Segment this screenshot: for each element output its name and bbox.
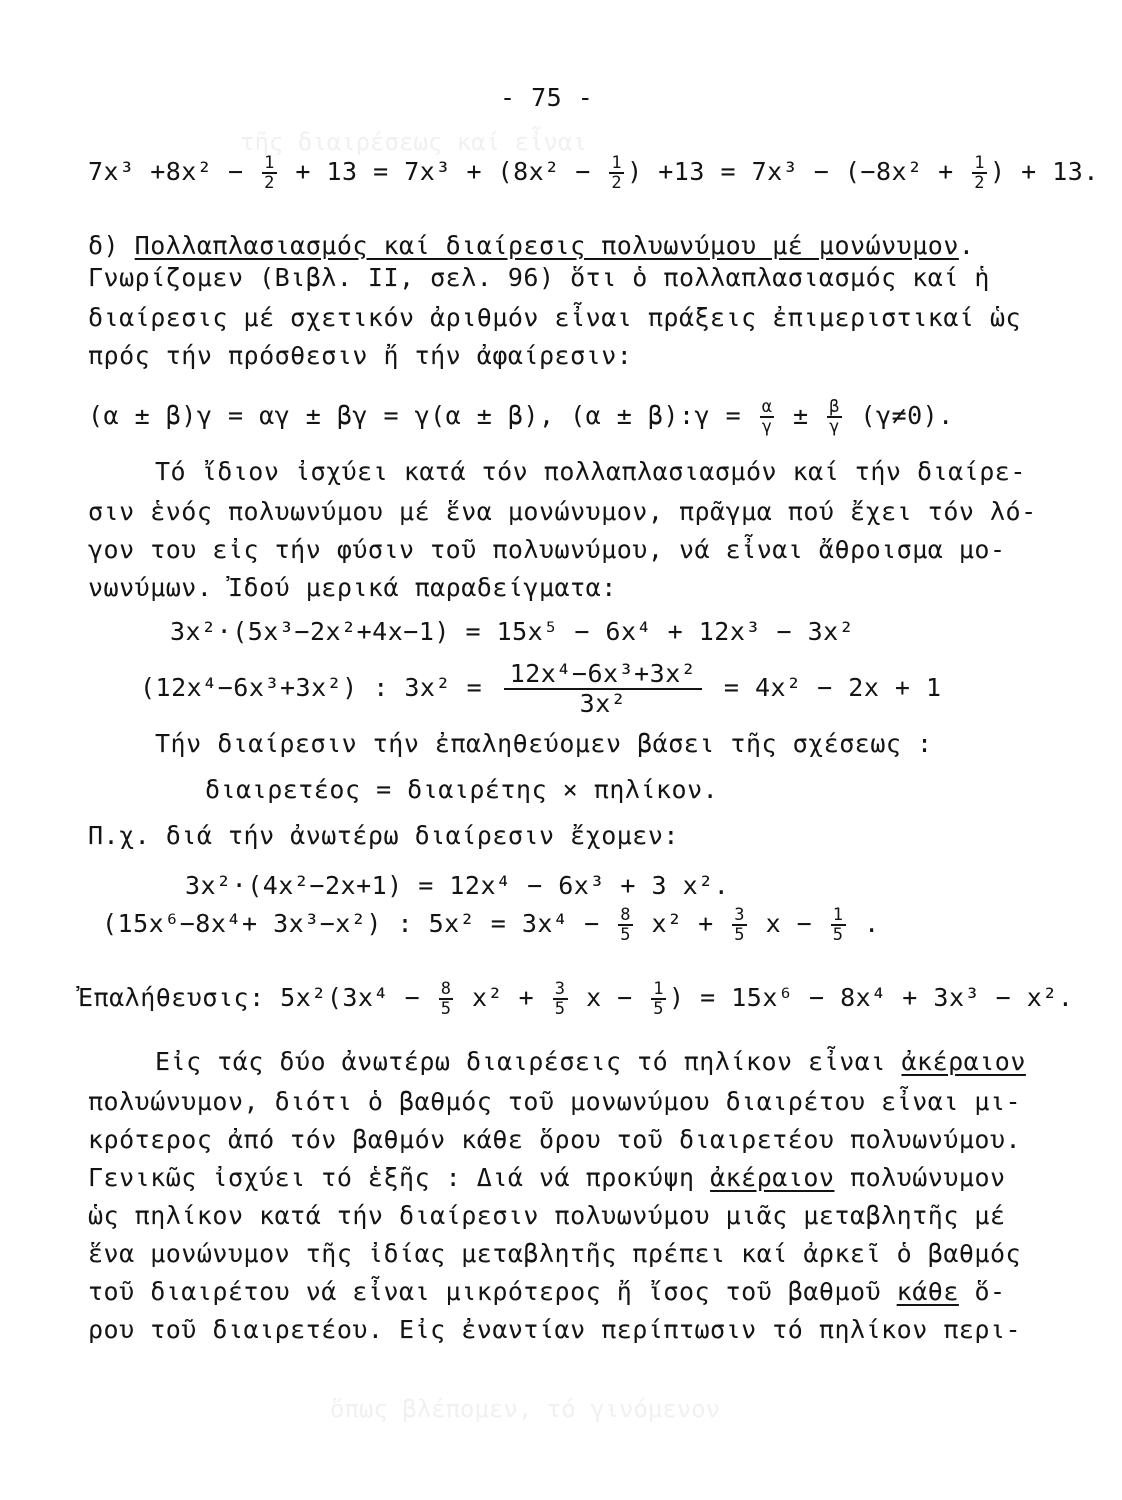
paragraph-line: Π.χ. διά τήν ἀνωτέρω διαίρεσιν ἔχομεν: xyxy=(88,821,679,850)
paragraph-line: διαίρεσις μέ σχετικόν ἀριθμόν εἶναι πράξεις ἐπιμεριστικαί ὡς xyxy=(88,303,1022,332)
paragraph-line: σιν ἑνός πολυωνύμου μέ ἕνα μονώνυμον, πρᾶγμα πού ἔχει τόν λό- xyxy=(88,497,1037,526)
example-multiplication: 3x²·(5x³−2x²+4x−1) = 15x⁵ − 6x⁴ + 12x³ − 3x² xyxy=(170,617,855,646)
verification-rule: διαιρετέος = διαιρέτης × πηλίκον. xyxy=(205,775,719,804)
paragraph-line: ἕνα μονώνυμον τῆς ἰδίας μεταβλητῆς πρέπει καί ἀρκεῖ ὁ βαθμός xyxy=(88,1239,1022,1268)
paragraph-line: γον του εἰς τήν φύσιν τοῦ πολυωνύμου, νά εἶναι ἄθροισμα μο- xyxy=(88,535,1006,564)
example-multiplication: 3x²·(4x²−2x+1) = 12x⁴ − 6x³ + 3 x². xyxy=(185,871,730,900)
equation-regrouping: 7x³ +8x² − $\frac{1}{2}$ + 13 = 7x³ + (8x² − $\frac{1}{2}$ ) +13 = 7x³ − (−8x² + $\frac{1}{2}$ ) + 13. xyxy=(88,153,1099,193)
paragraph-line: νωνύμων. Ἰδού μερικά παραδείγματα: xyxy=(88,573,617,602)
paragraph-line: κρότερος ἀπό τόν βαθμόν κάθε ὅρου τοῦ διαιρετέου πολυωνύμου. xyxy=(88,1125,1022,1154)
paragraph-line: Τό ἴδιον ἰσχύει κατά τόν πολλαπλασιασμόν καί τήν διαίρε- xyxy=(155,457,1026,486)
fraction: $\frac{1}{5}$ xyxy=(653,979,665,1019)
paragraph-line: ὡς πηλίκον κατά τήν διαίρεσιν πολυωνύμου μιᾶς μεταβλητῆς μέ xyxy=(88,1201,1006,1230)
paragraph-line: ρου τοῦ διαιρετέου. Εἰς ἐναντίαν περίπτωσιν τό πηλίκον περι- xyxy=(88,1315,1022,1344)
section-heading: δ) Πολλαπλασιασμός καί διαίρεσις πολυωνύμου μέ μονώνυμον. xyxy=(88,231,975,260)
page-number: - 75 - xyxy=(500,83,594,112)
fraction: $\frac{8}{5}$ xyxy=(440,979,452,1019)
fraction: $\frac{8}{5}$ xyxy=(620,905,631,945)
fraction: $\frac{1}{5}$ xyxy=(832,905,844,945)
fraction: $\frac{3}{5}$ xyxy=(734,905,746,945)
fraction: $\frac{\text{12x⁴−6x³+3x²}}{\text{3x²}}$ xyxy=(504,660,703,718)
paragraph-line: πολυώνυμον, διότι ὁ βαθμός τοῦ μονωνύμου διαιρέτου εἶναι μι- xyxy=(88,1087,1022,1116)
paragraph-line: τοῦ διαιρέτου νά εἶναι μικρότερος ἤ ἴσος τοῦ βαθμοῦ κάθε ὅ- xyxy=(88,1277,1006,1306)
fraction: $\frac{1}{2}$ xyxy=(264,153,275,193)
underlined-term: ἀκέραιον xyxy=(901,1047,1026,1076)
section-title: Πολλαπλασιασμός καί διαίρεσις πολυωνύμου μέ μονώνυμον xyxy=(134,231,959,260)
paragraph-line: Γνωρίζομεν (Βιβλ. ΙΙ, σελ. 96) ὅτι ὁ πολλαπλασιασμός καί ἡ xyxy=(88,263,990,292)
fraction: $\frac{1}{2}$ xyxy=(974,153,986,193)
bleed-through-text: ὅπως βλέπομεν, τό γινόμενον xyxy=(330,1395,721,1423)
verification-equation: Ἐπαλήθευσις: 5x²(3x⁴ − $\frac{8}{5}$ x² + $\frac{3}{5}$ x − $\frac{1}{5}$ ) = 15x⁶ − 8x⁴ + 3x³ − x². xyxy=(78,979,1074,1019)
fraction: $\frac{\beta}{\gamma}$ xyxy=(829,397,840,437)
fraction: $\frac{3}{5}$ xyxy=(554,979,566,1019)
example-division: (15x⁶−8x⁴+ 3x³−x²) : 5x² = 3x⁴ − $\frac{8}{5}$ x² + $\frac{3}{5}$ x − $\frac{1}{5}$ . xyxy=(102,905,880,945)
equation-distributive: (α ± β)γ = αγ ± βγ = γ(α ± β), (α ± β):γ = $\frac{\alpha}{\gamma}$ ± $\frac{\beta}{\gamma}$ (γ≠0). xyxy=(88,397,954,437)
paragraph-line: Τήν διαίρεσιν τήν ἐπαληθεύομεν βάσει τῆς σχέσεως : xyxy=(155,729,933,758)
fraction: $\frac{1}{2}$ xyxy=(611,153,623,193)
paragraph-line: Εἰς τάς δύο ἀνωτέρω διαιρέσεις τό πηλίκον εἶναι ἀκέραιον xyxy=(155,1047,1026,1076)
bleed-through-text: τῆς διαιρέσεως καί εἶναι xyxy=(240,128,587,156)
underlined-term: ἀκέραιον xyxy=(710,1163,835,1192)
paragraph-line: πρός τήν πρόσθεσιν ἤ τήν ἀφαίρεσιν: xyxy=(88,341,633,370)
example-division: (12x⁴−6x³+3x²) : 3x² = $\frac{\text{12x⁴−6x³+3x²}}{\text{3x²}}$ = 4x² − 2x + 1 xyxy=(140,659,942,718)
underlined-term: κάθε xyxy=(896,1277,959,1306)
fraction: $\frac{\alpha}{\gamma}$ xyxy=(761,397,773,437)
paragraph-line: Γενικῶς ἰσχύει τό ἑξῆς : Διά νά προκύψη ἀκέραιον πολυώνυμον xyxy=(88,1163,1006,1192)
